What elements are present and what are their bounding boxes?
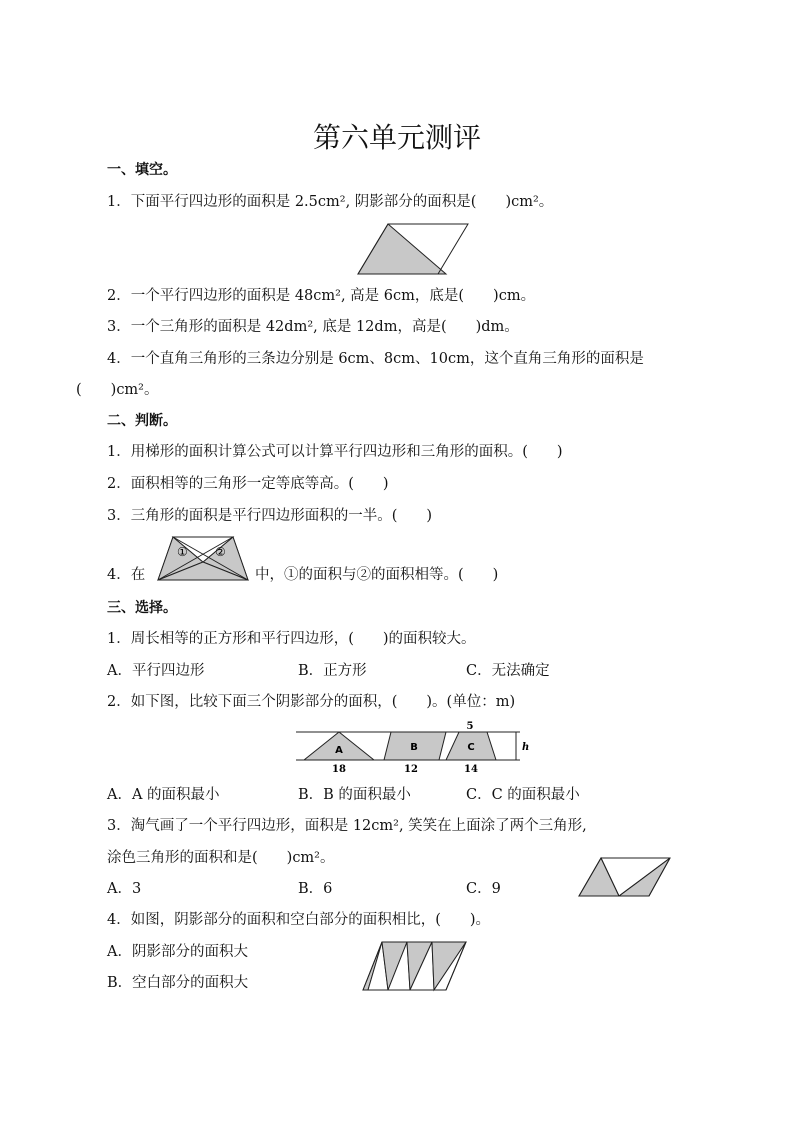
shape-b-base: 12 [404, 764, 418, 775]
region-label-2: ② [215, 545, 226, 559]
section-judge-heading: 二、判断。 [107, 413, 177, 429]
choice-4-option-b: B．空白部分的面积大 [107, 975, 249, 991]
three-shapes-between-parallels-figure [296, 720, 536, 776]
region-label-1: ① [177, 545, 188, 559]
choice-1-option-c: C．无法确定 [466, 663, 550, 679]
section-fill-heading: 一、填空。 [107, 162, 177, 178]
choice-question-4: 4．如图，阴影部分的面积和空白部分的面积相比，( )。 [107, 912, 491, 928]
choice-question-3-line1: 3．淘气画了一个平行四边形，面积是 12cm², 笑笑在上面涂了两个三角形, [107, 818, 587, 834]
choice-question-2: 2．如下图，比较下面三个阴影部分的面积，( )。(单位：m) [107, 694, 516, 710]
page-title: 第六单元测评 [312, 121, 481, 154]
judge-question-4-suffix: 中，①的面积与②的面积相等。( ) [255, 567, 499, 583]
height-label: h [522, 742, 530, 753]
choice-2-option-c: C．C 的面积最小 [466, 787, 580, 803]
fill-question-3: 3．一个三角形的面积是 42dm², 底是 12dm，高是( )dm。 [107, 319, 519, 335]
judge-question-1: 1．用梯形的面积计算公式可以计算平行四边形和三角形的面积。( ) [107, 444, 563, 460]
judge-question-3: 3．三角形的面积是平行四边形面积的一半。( ) [107, 508, 433, 524]
choice-1-option-b: B．正方形 [298, 663, 367, 679]
judge-question-4-prefix: 4．在 [107, 567, 146, 583]
choice-3-option-c: C．9 [466, 881, 501, 897]
shape-a-base: 18 [332, 764, 346, 775]
fill-question-4-line1: 4．一个直角三角形的三条边分别是 6cm、8cm、10cm，这个直角三角形的面积是 [107, 351, 644, 367]
judge-question-2: 2．面积相等的三角形一定等底等高。( ) [107, 476, 389, 492]
top-length-label: 5 [466, 721, 474, 732]
parallelogram-shaded-triangle-figure [358, 222, 468, 276]
shape-c-label: C [467, 742, 475, 753]
parallelogram-two-shaded-triangles-figure [578, 856, 672, 898]
choice-3-option-b: B．6 [298, 881, 333, 897]
choice-2-option-a: A．A 的面积最小 [107, 787, 220, 803]
choice-2-option-b: B．B 的面积最小 [298, 787, 411, 803]
shape-b-label: B [410, 742, 418, 753]
section-choice-heading: 三、选择。 [107, 600, 177, 616]
trapezoid-crossed-triangles-figure [157, 536, 249, 582]
choice-question-1: 1．周长相等的正方形和平行四边形，( )的面积较大。 [107, 631, 476, 647]
shape-a-label: A [335, 745, 343, 756]
shape-c-base: 14 [464, 764, 478, 775]
fill-question-4-line2: ( )cm²。 [76, 382, 159, 398]
choice-question-3-line2: 涂色三角形的面积和是( )cm²。 [107, 850, 335, 866]
choice-3-option-a: A．3 [107, 881, 142, 897]
choice-4-option-a: A．阴影部分的面积大 [107, 944, 248, 960]
fill-question-1: 1．下面平行四边形的面积是 2.5cm², 阴影部分的面积是( )cm²。 [107, 194, 554, 210]
parallelogram-striped-triangles-figure [362, 940, 468, 992]
choice-1-option-a: A．平行四边形 [107, 663, 205, 679]
fill-question-2: 2．一个平行四边形的面积是 48cm², 高是 6cm，底是( )cm。 [107, 288, 536, 304]
